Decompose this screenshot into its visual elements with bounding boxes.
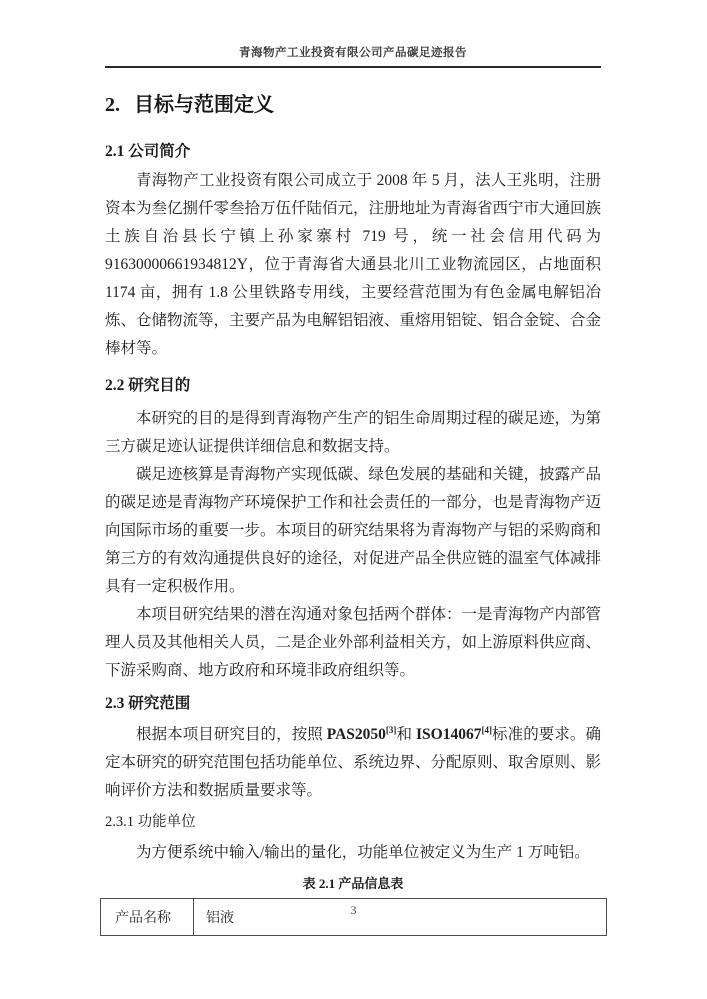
paragraph-functional-unit: 为方便系统中输入/输出的量化，功能单位被定义为生产 1 万吨铝。 [136, 844, 590, 861]
paragraph-study-purpose-3: 本项目研究结果的潜在沟通对象包括两个群体：一是青海物产内部管理人员及其他相关人员，二是企业外部利益相关方，如上游原料供应商、下游采购商、地方政府和环境非政府组织等。 [105, 606, 602, 679]
paragraph-company-profile: 青海物产工业投资有限公司成立于 2008 年 5 月，法人王兆明，注册资本为叁亿捌仟零叁拾万伍仟陆佰元，注册地址为青海省西宁市大通回族土族自治县长宁镇上孙家寨村 719 号，统一社会信用代码为 91630000661934812Y，位于青海省大通县北川工业物流园区，占地面积 1174 亩，拥有 1.8 公里铁路专用线，主要经营范围为有色金属电解铝冶炼、仓储物流等，主要产品为电解铝铝液、重熔用铝锭、铝合金锭、合金棒材等。 [105, 172, 602, 357]
chapter-title-text: 目标与范围定义 [134, 94, 274, 116]
page-header [105, 44, 601, 68]
scope-text-1: 根据本项目研究目的，按照 [136, 726, 327, 743]
table-cell-product-name-label: 产品名称 [101, 899, 194, 936]
chapter-title [105, 92, 601, 118]
paragraph-study-purpose-2: 碳足迹核算是青海物产实现低碳、绿色发展的基础和关键，披露产品的碳足迹是青海物产环境保护工作和社会责任的一部分，也是青海物产迈向国际市场的重要一步。本项目的研究结果将为青海物产与铝的采购商和第三方的有效沟通提供良好的途径，对促进产品全供应链的温室气体减排具有一定积极作用。 [105, 466, 602, 595]
page-content [105, 86, 601, 936]
scope-text-2: 和 [396, 726, 417, 743]
heading-company-profile: 2.1 公司简介 [105, 143, 191, 160]
standard-pas2050: PAS2050 [326, 726, 386, 743]
table-caption: 表 2.1 产品信息表 [302, 876, 404, 891]
page-footer [0, 903, 707, 918]
page-number: 3 [350, 903, 357, 917]
running-header-title: 青海物产工业投资有限公司产品碳足迹报告 [239, 47, 467, 59]
chapter-number: 2. [105, 94, 120, 116]
citation-ref-4: [4] [481, 724, 492, 735]
paragraph-study-scope [105, 721, 601, 805]
standard-iso14067: ISO14067 [416, 726, 482, 743]
scope-text-3: 标准的要求。确定本研究的研究范围包括功能单位、系统边界、分配原则、取舍原则、影响评价方法和数据质量要求等。 [105, 726, 602, 799]
heading-functional-unit: 2.3.1 功能单位 [105, 814, 196, 830]
heading-study-scope: 2.3 研究范围 [105, 695, 191, 712]
citation-ref-3: [3] [385, 724, 397, 735]
table-cell-product-name-value: 铝液 [194, 899, 607, 936]
heading-study-purpose: 2.2 研究目的 [105, 377, 191, 394]
paragraph-study-purpose-1: 本研究的目的是得到青海物产生产的铝生命周期过程的碳足迹，为第三方碳足迹认证提供详细信息和数据支持。 [105, 410, 602, 455]
